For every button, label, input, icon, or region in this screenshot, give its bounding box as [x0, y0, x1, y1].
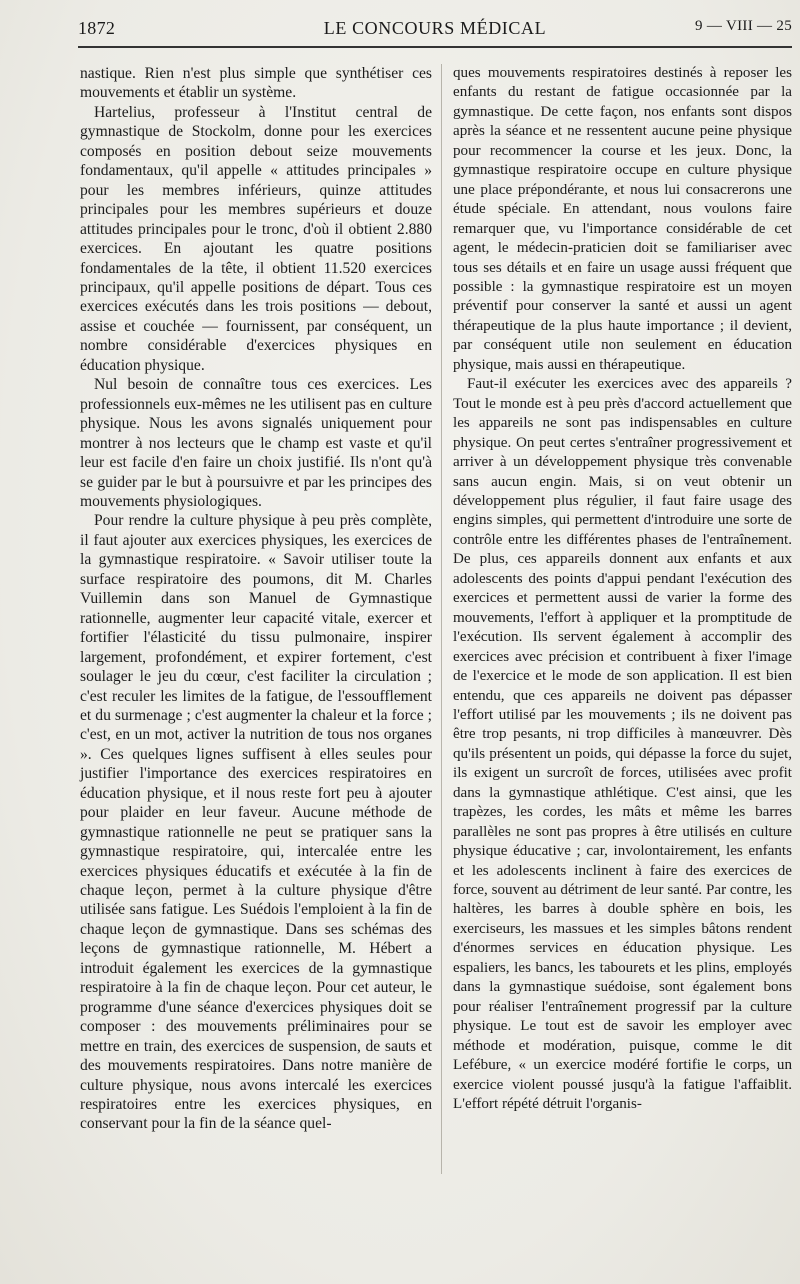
issue-date: 9 — VIII — 25	[695, 18, 792, 34]
page-header	[78, 18, 792, 44]
column-divider	[441, 64, 442, 1174]
paragraph: nastique. Rien n'est plus simple que synthétiser ces mouvements et établir un système.	[80, 65, 432, 102]
paragraph: Pour rendre la culture physique à peu près complète, il faut ajouter aux exercices physiques, les exercices de la gymnastique respiratoire. « Savoir utiliser toute la surface respiratoire des poumons, dit M. Charles Vuillemin dans son Manuel de Gymnastique rationnelle, augmenter leur capacité vitale, exercer et fortifier l'élasticité du tissu pulmonaire, inspirer largement, profondément, et expirer fortement, c'est soulager le jeu du cœur, c'est faciliter la circulation ; c'est reculer les limites de la fatigue, de l'essoufflement et du surmenage ; c'est augmenter la chaleur et la force ; c'est, en un mot, activer la nutrition de tous nos organes ». Ces quelques lignes suffisent à elles seules pour justifier l'importance des exercices respiratoires en éducation physique, et il nous reste fort peu à ajouter pour plaider en leur faveur. Aucune méthode de gymnastique rationnelle ne peut se pratiquer sans la gymnastique respiratoire, qui, intercalée entre les exercices physiques éducatifs et exécutée à la fin de chaque leçon, permet à la culture physique d'être utilisée sans fatigue. Les Suédois l'emploient à la fin de chaque leçon de gymnastique. Dans ses schémas des leçons de gymnastique rationnelle, M. Hébert a introduit également les exercices de la gymnastique respiratoire à la fin de chaque leçon. Pour cet auteur, le programme d'une séance d'exercices physiques doit se composer : des mouvements préliminaires pour se mettre en train, des exercices de suspension, de sauts et des mouvements respiratoires. Dans notre manière de culture physique, nous avons intercalé les exercices respiratoires entre les exercices physiques, en conservant pour la fin de la séance quel-	[80, 512, 432, 1133]
page-number: 1872	[78, 18, 116, 38]
journal-title: LE CONCOURS MÉDICAL	[323, 18, 547, 38]
paragraph: ques mouvements respiratoires destinés à reposer les enfants du restant de fatigue occasionnée par la gymnastique. De cette façon, nos enfants sont dispos après la séance et ne ressentent aucune peine physique pour recommencer la course et les jeux. Donc, la gymnastique respiratoire occupe en culture physique une place prépondérante, et nous lui consacrerons une étude spéciale. En attendant, nous voulons faire remarquer que, vu l'importance considérable de cet agent, le médecin-praticien doit se familiariser avec tous ses détails et en faire un usage aussi fréquent que possible : la gymnastique respiratoire est un moyen préventif pour conserver la santé et aussi un agent thérapeutique de la plus haute importance ; il devient, par conséquent utile non seulement en éducation physique, mais aussi en thérapeutique.	[453, 65, 792, 373]
left-column	[80, 64, 432, 1134]
paragraph: Nul besoin de connaître tous ces exercices. Les professionnels eux-mêmes ne les utilisent pas en culture physique. Nous les avons signalés uniquement pour montrer à nos lecteurs que le champ est vaste et qu'il leur est facile d'en faire un choix justifié. Ils n'ont qu'à se guider par le but à poursuivre et par les principes des mouvements physiologiques.	[80, 376, 432, 510]
header-rule	[78, 46, 792, 48]
right-column	[453, 64, 792, 1114]
paragraph: Hartelius, professeur à l'Institut central de gymnastique de Stockolm, donne pour les exercices composés en position debout seize mouvements fondamentaux, qu'il appelle « attitudes principales » pour les membres inférieurs, quinze attitudes principales pour les membres supérieurs et douze attitudes principales pour le tronc, d'où il obtient 2.880 exercices. En ajoutant les quatre positions fondamentales de la tête, il obtient 11.520 exercices principaux, qu'il appelle positions de départ. Tous ces exercices exécutés dans les trois positions — debout, assise et couchée — fournissent, par conséquent, un nombre considérable d'exercices physiques en éducation physique.	[80, 103, 432, 374]
paragraph: Faut-il exécuter les exercices avec des appareils ? Tout le monde est à peu près d'accord actuellement que les appareils ne sont pas indispensables en culture physique. On peut certes s'entraîner progressivement et arriver à un développement physique très convenable sans aucun engin. Mais, si on veut obtenir un développement plus régulier, il faut faire usage des engins simples, qui permettent d'introduire une sorte de contrôle entre les différentes phases de l'entraînement. De plus, ces appareils donnent aux enfants et aux adolescents des points d'appui pendant l'exécution des exercices et permettent aussi de varier la forme des mouvements, l'effort à appliquer et la promptitude de l'exécution. Ils servent également à accomplir des exercices avec précision et contribuent à fixer l'image de l'exercice et le mode de son application. Il est bien entendu, que ces appareils ne doivent pas dépasser l'effort utilisé par les mouvements ; ils ne doivent pas être trop pesants, ni trop difficiles à manœuvrer. Dès qu'ils présentent un poids, qui dépasse la force du sujet, ils exigent un surcroît de forces, utilisées avec profit dans la gymnastique athlétique. C'est ainsi, que les trapèzes, les cordes, les mâts et même les barres parallèles ne sont pas propres à être utilisés en culture physique éducative ; car, involontairement, les enfants et les adolescents inclinent à faire des exercices de force, souvent au détriment de leur santé. Par contre, les haltères, les barres à double sphère en bois, les exerciseurs, les massues et les simples bâtons rendent d'énormes services en éducation physique. Les espaliers, les bancs, les tabourets et les plins, employés dans la gymnastique suédoise, sont également bons pour réaliser l'entraînement progressif par la culture physique. Le tout est de savoir les employer avec méthode et modération, puisque, comme le dit Lefébure, « un exercice modéré fortifie le corps, un exercice violent poussé jusqu'à la fatigue l'affaiblit. L'effort répété détruit l'organis-	[453, 376, 792, 1113]
